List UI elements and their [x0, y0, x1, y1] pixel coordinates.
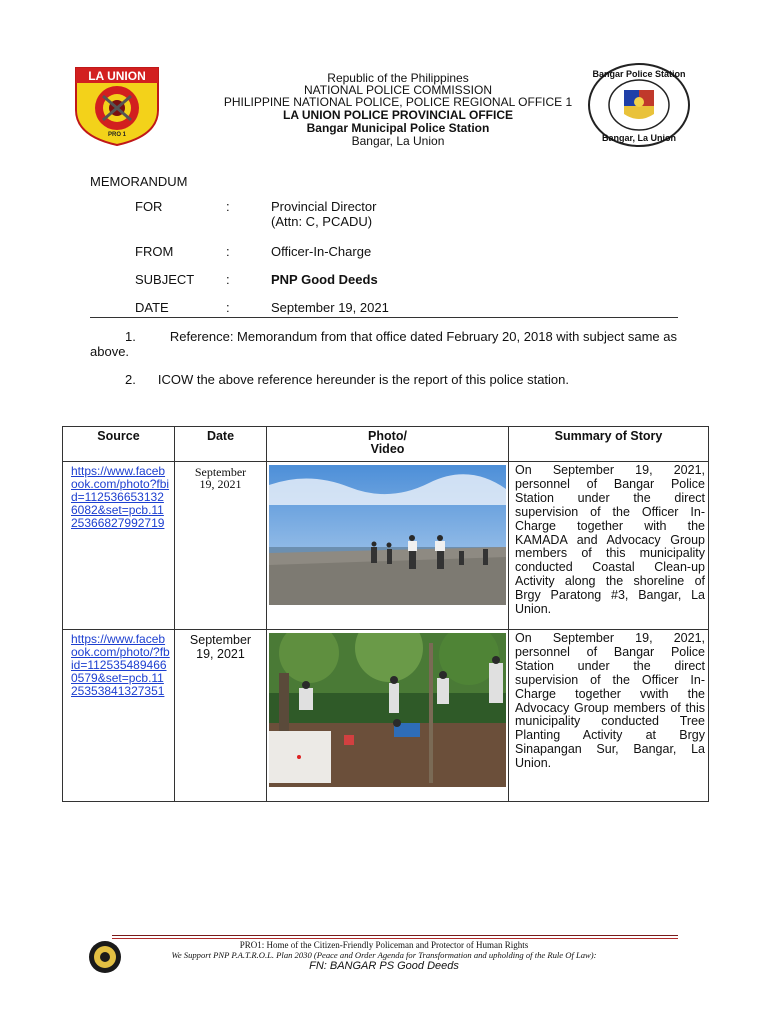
photo-cell-1	[267, 462, 509, 630]
date-cell-1	[175, 462, 267, 630]
memo-divider	[90, 317, 678, 318]
summary-cell-1: On September 19, 2021, personnel of Bangar Police Station under the direct supervision of the Officer In-Charge together with the KAMADA and Advocacy Group members of this municipality conducted Coastal Clean-up Activity along the shoreline of Brgy Paratong #3, Bangar, La Union.	[509, 462, 709, 630]
right-logo-bottom-text: Bangar, La Union	[601, 133, 677, 143]
for-value: Provincial Director	[271, 199, 377, 214]
for-attn: (Attn: C, PCADU)	[271, 214, 373, 229]
header-line-napolcom: NATIONAL POLICE COMMISSION	[303, 83, 493, 97]
paragraph-2-text: ICOW the above reference hereunder is the report of this police station.	[157, 372, 570, 387]
date-cell-2	[175, 630, 267, 802]
subject-value: PNP Good Deeds	[271, 272, 378, 287]
footer-patrol-plan: We Support PNP P.A.T.R.O.L. Plan 2030 (Peace and Order Agenda for Transformation and upholding of the Rule Of Law):	[171, 950, 597, 960]
header-line-location: Bangar, La Union	[351, 134, 445, 148]
footer-motto: PRO1: Home of the Citizen-Friendly Policeman and Protector of Human Rights	[239, 940, 529, 950]
paragraph-2-number: 2.	[125, 372, 136, 387]
footer-filename: FN: BANGAR PS Good Deeds	[309, 960, 459, 972]
memo-title: MEMORANDUM	[90, 174, 188, 189]
right-logo-top-text: Bangar Police Station	[592, 69, 686, 79]
good-deeds-table	[62, 426, 709, 802]
source-link-1[interactable]: https://www.facebook.com/photo?fbid=1125366531326082&set=pcb.1125366827992719	[63, 462, 175, 630]
paragraph-1-number: 1.	[125, 329, 136, 344]
header-line-ppo: LA UNION POLICE PROVINCIAL OFFICE	[282, 108, 513, 122]
paragraph-1-text: Reference: Memorandum from that office dated February 20, 2018 with subject same as above.	[90, 329, 677, 359]
from-colon: :	[226, 244, 230, 259]
date-value: September 19, 2021	[271, 300, 389, 315]
header-line-pnp: PHILIPPINE NATIONAL POLICE, POLICE REGIONAL OFFICE 1	[223, 95, 573, 109]
footer-rule-bottom	[112, 938, 678, 939]
for-label: FOR	[135, 199, 163, 214]
table-header-row	[63, 427, 709, 462]
source-link-2[interactable]: https://www.facebook.com/photo/?fbid=1125354894660579&set=pcb.1125353841327351	[63, 630, 175, 802]
table-row	[63, 630, 709, 802]
header-line-republic: Republic of the Philippines	[327, 71, 469, 85]
col-header-source: Source	[63, 427, 175, 462]
from-value: Officer-In-Charge	[271, 244, 372, 259]
coastal-cleanup-photo	[269, 465, 506, 605]
paragraph-2	[90, 372, 677, 387]
table-row	[63, 462, 709, 630]
footer-rule-top	[112, 935, 678, 936]
summary-cell-2: On September 19, 2021, personnel of Bangar Police Station under the direct supervision of the Officer In-Charge together vwith the Advocacy Group members of this municipality conducted Tree Planting Activity at Brgy Sinapangan Sur, Bangar, La Union.	[509, 630, 709, 802]
col-header-photo-label: Photo/ Video	[368, 429, 407, 456]
date-label: DATE	[135, 300, 169, 315]
col-header-photo	[267, 427, 509, 462]
date-text-2: September 19, 2021	[189, 633, 252, 661]
photo-cell-2	[267, 630, 509, 802]
header-line-mps: Bangar Municipal Police Station	[306, 121, 490, 135]
subject-label: SUBJECT	[135, 272, 195, 287]
date-colon: :	[226, 300, 230, 315]
paragraph-1	[90, 329, 677, 359]
col-header-date: Date	[175, 427, 267, 462]
left-logo-small: PRO 1	[107, 132, 127, 138]
subject-colon: :	[226, 272, 230, 287]
col-header-summary: Summary of Story	[509, 427, 709, 462]
left-logo-title: LA UNION	[88, 69, 146, 83]
from-label: FROM	[135, 244, 174, 259]
for-colon: :	[226, 199, 230, 214]
date-text-1: September 19, 2021	[194, 465, 247, 491]
tree-planting-photo	[269, 633, 506, 787]
